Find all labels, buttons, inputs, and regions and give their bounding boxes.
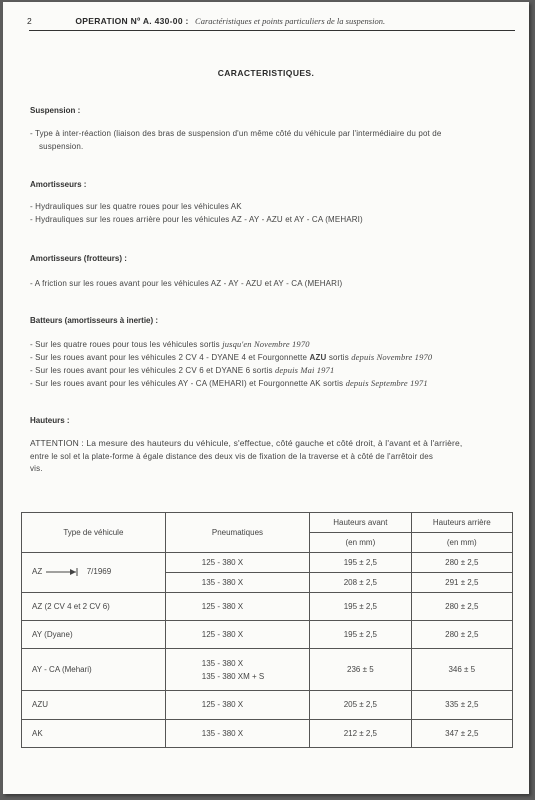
table-row [22,691,513,719]
table-row [22,621,513,649]
batteurs-line [30,378,428,388]
header-unit: (en mm) [310,532,411,552]
amortisseurs-heading: Amortisseurs : [30,180,87,189]
cell-vehicle-type: AZU [22,691,166,719]
batteurs-line-date: depuis Mai 1971 [274,365,335,375]
cell-tire: 125 - 380 X [165,691,309,719]
amortisseurs-line: - Hydrauliques sur les quatre roues pour les véhicules AK [30,202,242,211]
batteurs-line [30,365,334,375]
cell-vehicle-type: AY - CA (Mehari) [22,649,166,691]
hauteurs-heading: Hauteurs : [30,416,70,425]
header-tires: Pneumatiques [165,513,309,553]
batteurs-line-text: - Sur les roues avant pour les véhicules AY - CA (MEHARI) et Fourgonnette AK sortis [30,379,344,388]
cell-front-height: 205 ± 2,5 [310,691,411,719]
cell-tire: 135 - 380 X [165,719,309,747]
frotteurs-line: - A friction sur les roues avant pour les véhicules AZ - AY - AZU et AY - CA (MEHARI) [30,279,343,288]
cell-front-height: 195 ± 2,5 [310,552,411,572]
suspension-line: - Type à inter-réaction (liaison des bras de suspension d'un même côté du véhicule par l'intermédiaire du pot de [30,129,442,138]
header-rear-height: Hauteurs arrière [411,513,512,533]
cell-vehicle-type: AK [22,719,166,747]
table-header-row [22,513,513,533]
hauteurs-line: entre le sol et la plate-forme à égale distance des deux vis de fixation de la traverse et à côté de l'arrêtoir des [30,452,433,461]
heights-table [21,512,513,748]
table-row [22,592,513,620]
hauteurs-line: vis. [30,464,43,473]
amortisseurs-line: - Hydrauliques sur les roues arrière pour les véhicules AZ - AY - AZU et AY - CA (MEHARI) [30,215,363,224]
cell-rear-height: 346 ± 5 [411,649,512,691]
cell-front-height: 195 ± 2,5 [310,621,411,649]
cell-vehicle-type [22,552,166,592]
operation-title: OPERATION Nº A. 430-00 : [75,16,189,26]
az-date: 7/1969 [86,567,112,577]
document-page [3,2,529,794]
cell-rear-height: 280 ± 2,5 [411,592,512,620]
cell-front-height: 195 ± 2,5 [310,592,411,620]
cell-tire: 125 - 380 X [165,621,309,649]
cell-vehicle-type: AZ (2 CV 4 et 2 CV 6) [22,592,166,620]
cell-tire: 125 - 380 X [165,592,309,620]
cell-tire: 135 - 380 X [165,572,309,592]
batteurs-line-date: jusqu'en Novembre 1970 [222,339,310,349]
cell-rear-height: 347 ± 2,5 [411,719,512,747]
page-header [27,16,517,26]
cell-front-height: 208 ± 2,5 [310,572,411,592]
batteurs-line-text: sortis [328,353,349,362]
table-row [22,552,513,572]
cell-front-height: 236 ± 5 [310,649,411,691]
operation-subtitle: Caractéristiques et points particuliers de la suspension. [195,16,386,26]
suspension-heading: Suspension : [30,106,81,115]
batteurs-line [30,352,432,362]
batteurs-line-model: AZU [309,353,327,362]
hauteurs-line: ATTENTION : La mesure des hauteurs du véhicule, s'effectue, côté gauche et côté droit, à l'avant et à l'arrière, [30,438,463,448]
page-number: 2 [27,16,32,26]
batteurs-heading: Batteurs (amortisseurs à inertie) : [30,316,159,325]
cell-rear-height: 291 ± 2,5 [411,572,512,592]
batteurs-line-text: - Sur les roues avant pour les véhicules 2 CV 4 - DYANE 4 et Fourgonnette [30,353,308,362]
cell-rear-height: 280 ± 2,5 [411,552,512,572]
table-row [22,719,513,747]
batteurs-line-text: - Sur les roues avant pour les véhicules 2 CV 6 et DYANE 6 sortis [30,366,273,375]
cell-tire-line: 135 - 380 XM + S [201,671,265,681]
batteurs-line-text: - Sur les quatre roues pour tous les véhicules sortis [30,340,220,349]
table-row [22,649,513,691]
cell-tire-line: 135 - 380 X [201,658,244,668]
header-front-height: Hauteurs avant [310,513,411,533]
cell-rear-height: 335 ± 2,5 [411,691,512,719]
batteurs-line-date: depuis Septembre 1971 [345,378,428,388]
cell-front-height: 212 ± 2,5 [310,719,411,747]
header-rule [29,30,515,31]
cell-tire: 125 - 380 X [165,552,309,572]
arrow-icon [44,567,84,577]
suspension-line: suspension. [39,142,84,151]
cell-tire [165,649,309,691]
header-vehicle-type: Type de véhicule [22,513,166,553]
cell-vehicle-type: AY (Dyane) [22,621,166,649]
cell-rear-height: 280 ± 2,5 [411,621,512,649]
frotteurs-heading: Amortisseurs (frotteurs) : [30,254,127,263]
batteurs-line-date: depuis Novembre 1970 [351,352,433,362]
page-title: CARACTERISTIQUES. [217,68,315,78]
az-label: AZ [32,567,43,577]
header-unit: (en mm) [411,532,512,552]
batteurs-line [30,339,310,349]
